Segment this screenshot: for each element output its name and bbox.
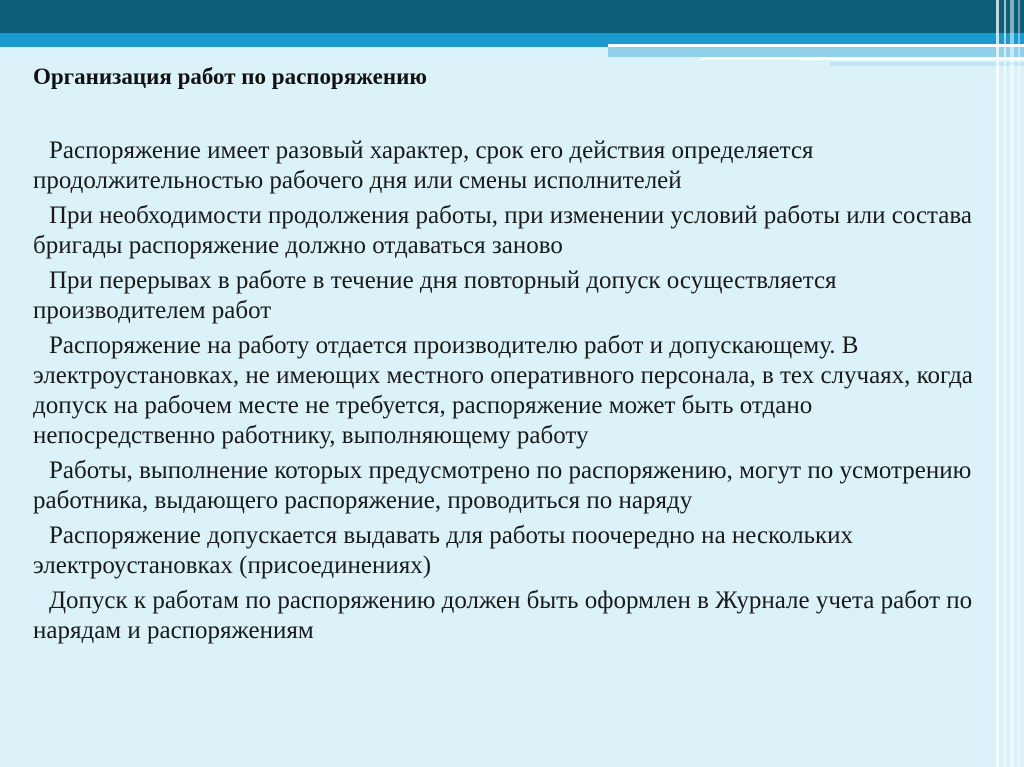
body-paragraph: Работы, выполнение которых предусмотрено по распоряжению, могут по усмотрению работника, выдающего распоряжение, проводиться по наряду <box>33 457 972 514</box>
body-paragraph: При перерывах в работе в течение дня повторный допуск осуществляется производителем работ <box>33 267 837 324</box>
body-paragraph: Распоряжение на работу отдается производителю работ и допускающему. В электроустановках, не имеющих местного оперативного персонала, в тех случаях, когда допуск на рабочем месте не требуется, распоряжение может быть отдано непосредственно работнику, выполняющему работу <box>33 332 973 449</box>
slide-title: Организация работ по распоряжению <box>33 64 427 89</box>
body-paragraph: Распоряжение имеет разовый характер, срок его действия определяется продолжительностью рабочего дня или смены исполнителей <box>33 137 814 194</box>
body-paragraph: Распоряжение допускается выдавать для работы поочередно на нескольких электроустановках (присоединениях) <box>33 522 854 579</box>
header-accent-line <box>700 57 1024 60</box>
body-paragraph: При необходимости продолжения работы, при изменении условий работы или состава бригады распоряжение должно отдаваться заново <box>33 202 972 259</box>
header-light-band <box>608 47 1024 57</box>
slide-body <box>33 136 998 651</box>
header-dark-band <box>0 0 1024 33</box>
body-paragraph: Допуск к работам по распоряжению должен быть оформлен в Журнале учета работ по нарядам и распоряжениям <box>33 587 973 644</box>
